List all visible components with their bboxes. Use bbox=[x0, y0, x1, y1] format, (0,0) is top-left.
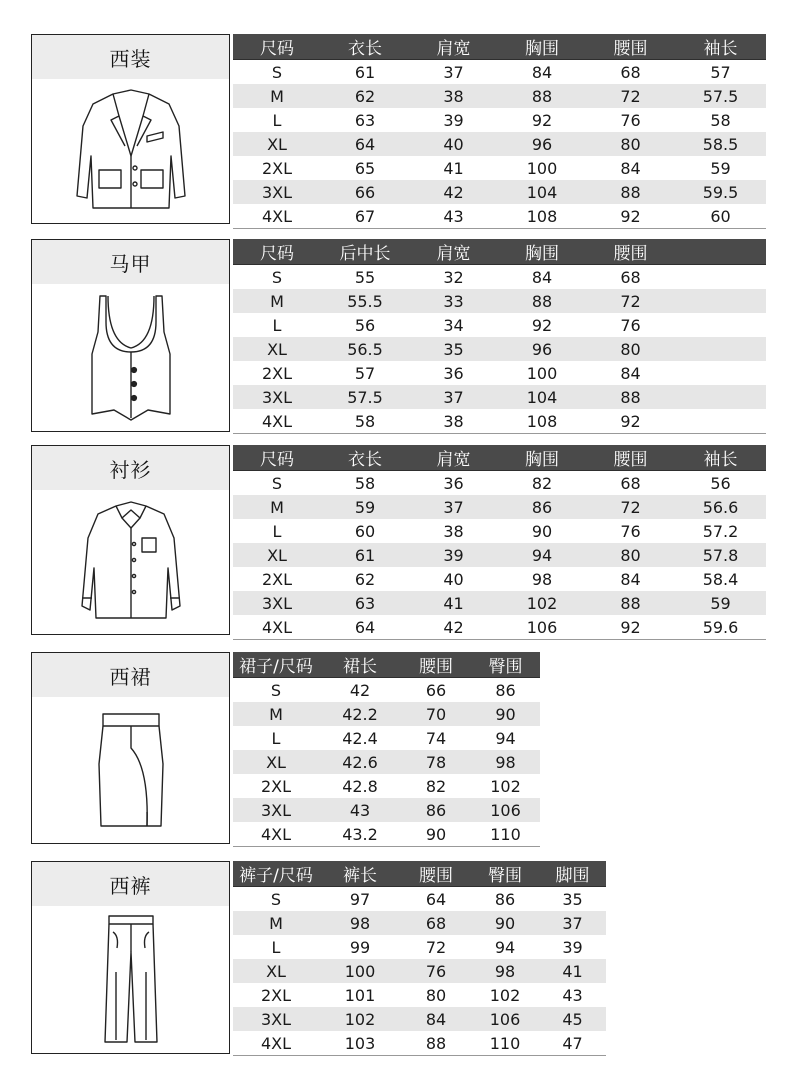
value-cell: 56 bbox=[675, 471, 766, 496]
size-cell: S bbox=[233, 60, 321, 85]
value-cell: 92 bbox=[498, 313, 586, 337]
value-cell: 37 bbox=[539, 911, 606, 935]
value-cell: 88 bbox=[498, 84, 586, 108]
table-row bbox=[233, 615, 766, 640]
value-cell: 84 bbox=[498, 60, 586, 85]
value-cell: 68 bbox=[401, 911, 471, 935]
value-cell: 42.6 bbox=[319, 750, 401, 774]
value-cell: 108 bbox=[498, 204, 586, 229]
value-cell: 36 bbox=[409, 361, 498, 385]
size-table-vest bbox=[233, 239, 766, 434]
table-header-row bbox=[233, 652, 540, 678]
value-cell: 98 bbox=[471, 750, 540, 774]
value-cell: 38 bbox=[409, 409, 498, 434]
value-cell bbox=[675, 361, 766, 385]
value-cell: 102 bbox=[471, 983, 539, 1007]
column-header: 腰围 bbox=[586, 34, 675, 60]
table-row bbox=[233, 265, 766, 290]
size-cell: 3XL bbox=[233, 591, 321, 615]
table-row bbox=[233, 60, 766, 85]
value-cell: 43.2 bbox=[319, 822, 401, 847]
value-cell: 88 bbox=[401, 1031, 471, 1056]
value-cell: 88 bbox=[586, 385, 675, 409]
value-cell: 84 bbox=[498, 265, 586, 290]
column-header: 腰围 bbox=[586, 445, 675, 471]
value-cell: 72 bbox=[586, 289, 675, 313]
value-cell: 84 bbox=[586, 156, 675, 180]
value-cell: 55.5 bbox=[321, 289, 409, 313]
suit-jacket-icon bbox=[32, 79, 229, 223]
table-row bbox=[233, 337, 766, 361]
value-cell: 92 bbox=[586, 204, 675, 229]
column-header: 尺码 bbox=[233, 239, 321, 265]
garment-card-skirt bbox=[31, 652, 230, 844]
size-cell: S bbox=[233, 265, 321, 290]
value-cell: 42 bbox=[319, 678, 401, 703]
column-header: 肩宽 bbox=[409, 239, 498, 265]
value-cell: 56.5 bbox=[321, 337, 409, 361]
value-cell: 66 bbox=[321, 180, 409, 204]
size-cell: S bbox=[233, 678, 319, 703]
column-header: 肩宽 bbox=[409, 34, 498, 60]
value-cell: 97 bbox=[319, 887, 401, 912]
table-row bbox=[233, 774, 540, 798]
value-cell: 57.8 bbox=[675, 543, 766, 567]
value-cell: 84 bbox=[401, 1007, 471, 1031]
size-cell: M bbox=[233, 84, 321, 108]
table-row bbox=[233, 726, 540, 750]
value-cell: 101 bbox=[319, 983, 401, 1007]
table-row bbox=[233, 887, 606, 912]
table-row bbox=[233, 678, 540, 703]
value-cell: 80 bbox=[586, 132, 675, 156]
column-header: 袖长 bbox=[675, 34, 766, 60]
value-cell: 68 bbox=[586, 471, 675, 496]
value-cell: 39 bbox=[539, 935, 606, 959]
size-cell: M bbox=[233, 289, 321, 313]
size-cell: 2XL bbox=[233, 361, 321, 385]
table-row bbox=[233, 543, 766, 567]
column-header: 裙长 bbox=[319, 652, 401, 678]
value-cell: 90 bbox=[471, 702, 540, 726]
value-cell: 41 bbox=[409, 156, 498, 180]
value-cell bbox=[675, 337, 766, 361]
value-cell: 106 bbox=[471, 798, 540, 822]
size-cell: L bbox=[233, 935, 319, 959]
value-cell: 43 bbox=[539, 983, 606, 1007]
value-cell: 94 bbox=[498, 543, 586, 567]
size-cell: 4XL bbox=[233, 822, 319, 847]
value-cell: 82 bbox=[498, 471, 586, 496]
value-cell: 98 bbox=[319, 911, 401, 935]
value-cell bbox=[675, 265, 766, 290]
table-row bbox=[233, 471, 766, 496]
value-cell: 61 bbox=[321, 543, 409, 567]
table-row bbox=[233, 750, 540, 774]
value-cell: 56 bbox=[321, 313, 409, 337]
value-cell: 100 bbox=[498, 156, 586, 180]
value-cell: 106 bbox=[498, 615, 586, 640]
column-header: 裤子/尺码 bbox=[233, 861, 319, 887]
value-cell: 88 bbox=[498, 289, 586, 313]
table-row bbox=[233, 156, 766, 180]
value-cell: 62 bbox=[321, 84, 409, 108]
value-cell: 94 bbox=[471, 935, 539, 959]
value-cell: 42 bbox=[409, 615, 498, 640]
column-header: 袖长 bbox=[675, 445, 766, 471]
value-cell bbox=[675, 289, 766, 313]
column-header: 臀围 bbox=[471, 652, 540, 678]
value-cell: 86 bbox=[498, 495, 586, 519]
size-cell: 2XL bbox=[233, 156, 321, 180]
table-row bbox=[233, 84, 766, 108]
value-cell: 58 bbox=[321, 409, 409, 434]
value-cell: 34 bbox=[409, 313, 498, 337]
value-cell: 58.5 bbox=[675, 132, 766, 156]
value-cell: 40 bbox=[409, 132, 498, 156]
value-cell: 100 bbox=[319, 959, 401, 983]
value-cell: 90 bbox=[471, 911, 539, 935]
size-cell: 4XL bbox=[233, 409, 321, 434]
column-header: 尺码 bbox=[233, 34, 321, 60]
size-table-suit bbox=[233, 34, 766, 229]
value-cell: 41 bbox=[409, 591, 498, 615]
value-cell: 64 bbox=[401, 887, 471, 912]
value-cell: 76 bbox=[586, 313, 675, 337]
size-cell: XL bbox=[233, 543, 321, 567]
value-cell: 58.4 bbox=[675, 567, 766, 591]
value-cell: 72 bbox=[586, 495, 675, 519]
vest-icon bbox=[32, 284, 229, 431]
table-header-row bbox=[233, 861, 606, 887]
value-cell: 56.6 bbox=[675, 495, 766, 519]
value-cell: 72 bbox=[401, 935, 471, 959]
column-header: 腰围 bbox=[401, 861, 471, 887]
value-cell: 59.5 bbox=[675, 180, 766, 204]
value-cell: 86 bbox=[401, 798, 471, 822]
table-header-row bbox=[233, 239, 766, 265]
value-cell: 90 bbox=[401, 822, 471, 847]
size-table-skirt bbox=[233, 652, 540, 847]
value-cell: 76 bbox=[586, 108, 675, 132]
size-cell: L bbox=[233, 313, 321, 337]
value-cell: 57.5 bbox=[321, 385, 409, 409]
value-cell: 82 bbox=[401, 774, 471, 798]
value-cell: 42 bbox=[409, 180, 498, 204]
value-cell: 88 bbox=[586, 591, 675, 615]
value-cell: 80 bbox=[401, 983, 471, 1007]
value-cell: 57.2 bbox=[675, 519, 766, 543]
size-cell: L bbox=[233, 108, 321, 132]
value-cell: 57 bbox=[675, 60, 766, 85]
value-cell: 32 bbox=[409, 265, 498, 290]
size-cell: L bbox=[233, 519, 321, 543]
table-row bbox=[233, 132, 766, 156]
table-row bbox=[233, 591, 766, 615]
value-cell: 84 bbox=[586, 361, 675, 385]
column-header: 裤长 bbox=[319, 861, 401, 887]
table-row bbox=[233, 289, 766, 313]
column-header: 臀围 bbox=[471, 861, 539, 887]
table-header-row bbox=[233, 34, 766, 60]
shirt-icon bbox=[32, 490, 229, 634]
size-cell: XL bbox=[233, 132, 321, 156]
size-cell: M bbox=[233, 702, 319, 726]
garment-card-suit bbox=[31, 34, 230, 224]
value-cell: 39 bbox=[409, 108, 498, 132]
value-cell: 102 bbox=[319, 1007, 401, 1031]
table-row bbox=[233, 983, 606, 1007]
value-cell: 65 bbox=[321, 156, 409, 180]
column-header: 胸围 bbox=[498, 445, 586, 471]
value-cell: 67 bbox=[321, 204, 409, 229]
value-cell: 59 bbox=[321, 495, 409, 519]
column-header: 衣长 bbox=[321, 34, 409, 60]
value-cell: 64 bbox=[321, 615, 409, 640]
column-header: 尺码 bbox=[233, 445, 321, 471]
value-cell: 35 bbox=[409, 337, 498, 361]
value-cell: 64 bbox=[321, 132, 409, 156]
value-cell: 104 bbox=[498, 385, 586, 409]
value-cell: 74 bbox=[401, 726, 471, 750]
value-cell: 63 bbox=[321, 108, 409, 132]
column-header: 后中长 bbox=[321, 239, 409, 265]
value-cell bbox=[675, 385, 766, 409]
size-cell: 2XL bbox=[233, 983, 319, 1007]
value-cell: 78 bbox=[401, 750, 471, 774]
value-cell: 36 bbox=[409, 471, 498, 496]
table-row bbox=[233, 702, 540, 726]
column-header: 胸围 bbox=[498, 239, 586, 265]
value-cell: 86 bbox=[471, 887, 539, 912]
size-cell: 4XL bbox=[233, 1031, 319, 1056]
column-header: 腰围 bbox=[586, 239, 675, 265]
value-cell: 70 bbox=[401, 702, 471, 726]
size-cell: M bbox=[233, 911, 319, 935]
table-row bbox=[233, 822, 540, 847]
size-cell: 2XL bbox=[233, 567, 321, 591]
size-cell: 4XL bbox=[233, 615, 321, 640]
value-cell: 106 bbox=[471, 1007, 539, 1031]
value-cell: 58 bbox=[321, 471, 409, 496]
column-header: 衣长 bbox=[321, 445, 409, 471]
table-row bbox=[233, 495, 766, 519]
garment-title: 马甲 bbox=[32, 240, 229, 284]
column-header: 裙子/尺码 bbox=[233, 652, 319, 678]
column-header: 肩宽 bbox=[409, 445, 498, 471]
value-cell: 63 bbox=[321, 591, 409, 615]
value-cell: 62 bbox=[321, 567, 409, 591]
value-cell: 37 bbox=[409, 495, 498, 519]
value-cell: 43 bbox=[409, 204, 498, 229]
value-cell: 92 bbox=[498, 108, 586, 132]
value-cell: 96 bbox=[498, 132, 586, 156]
column-header: 腰围 bbox=[401, 652, 471, 678]
size-cell: 2XL bbox=[233, 774, 319, 798]
size-cell: XL bbox=[233, 959, 319, 983]
table-row bbox=[233, 361, 766, 385]
table-row bbox=[233, 959, 606, 983]
value-cell: 55 bbox=[321, 265, 409, 290]
column-header: 脚围 bbox=[539, 861, 606, 887]
value-cell bbox=[675, 313, 766, 337]
value-cell: 98 bbox=[498, 567, 586, 591]
value-cell: 68 bbox=[586, 265, 675, 290]
value-cell: 76 bbox=[401, 959, 471, 983]
table-header-row bbox=[233, 445, 766, 471]
table-row bbox=[233, 935, 606, 959]
size-cell: 3XL bbox=[233, 385, 321, 409]
value-cell: 92 bbox=[586, 615, 675, 640]
table-row bbox=[233, 911, 606, 935]
value-cell: 76 bbox=[586, 519, 675, 543]
value-cell: 42.8 bbox=[319, 774, 401, 798]
value-cell: 110 bbox=[471, 1031, 539, 1056]
table-row bbox=[233, 180, 766, 204]
skirt-icon bbox=[32, 697, 229, 843]
table-row bbox=[233, 519, 766, 543]
value-cell: 42.2 bbox=[319, 702, 401, 726]
size-cell: 3XL bbox=[233, 798, 319, 822]
value-cell: 99 bbox=[319, 935, 401, 959]
value-cell: 84 bbox=[586, 567, 675, 591]
value-cell: 39 bbox=[409, 543, 498, 567]
size-table-pants bbox=[233, 861, 606, 1056]
value-cell: 98 bbox=[471, 959, 539, 983]
column-header: 胸围 bbox=[498, 34, 586, 60]
garment-card-pants bbox=[31, 861, 230, 1054]
garment-card-vest bbox=[31, 239, 230, 432]
value-cell: 60 bbox=[675, 204, 766, 229]
value-cell: 103 bbox=[319, 1031, 401, 1056]
size-cell: XL bbox=[233, 750, 319, 774]
garment-title: 西裙 bbox=[32, 653, 229, 697]
size-cell: S bbox=[233, 471, 321, 496]
garment-title: 西装 bbox=[32, 35, 229, 79]
value-cell: 100 bbox=[498, 361, 586, 385]
value-cell: 43 bbox=[319, 798, 401, 822]
value-cell: 37 bbox=[409, 60, 498, 85]
value-cell: 35 bbox=[539, 887, 606, 912]
value-cell: 108 bbox=[498, 409, 586, 434]
garment-title: 衬衫 bbox=[32, 446, 229, 490]
table-row bbox=[233, 1031, 606, 1056]
garment-title: 西裤 bbox=[32, 862, 229, 906]
value-cell: 47 bbox=[539, 1031, 606, 1056]
value-cell: 80 bbox=[586, 543, 675, 567]
value-cell: 60 bbox=[321, 519, 409, 543]
value-cell: 102 bbox=[471, 774, 540, 798]
value-cell: 59.6 bbox=[675, 615, 766, 640]
value-cell: 102 bbox=[498, 591, 586, 615]
value-cell: 42.4 bbox=[319, 726, 401, 750]
size-table-shirt bbox=[233, 445, 766, 640]
value-cell: 80 bbox=[586, 337, 675, 361]
value-cell: 38 bbox=[409, 519, 498, 543]
value-cell: 59 bbox=[675, 591, 766, 615]
trousers-icon bbox=[32, 906, 229, 1053]
table-row bbox=[233, 798, 540, 822]
table-row bbox=[233, 204, 766, 229]
value-cell: 41 bbox=[539, 959, 606, 983]
table-row bbox=[233, 1007, 606, 1031]
size-cell: XL bbox=[233, 337, 321, 361]
value-cell: 72 bbox=[586, 84, 675, 108]
value-cell: 104 bbox=[498, 180, 586, 204]
table-row bbox=[233, 567, 766, 591]
value-cell: 68 bbox=[586, 60, 675, 85]
value-cell: 90 bbox=[498, 519, 586, 543]
value-cell: 57 bbox=[321, 361, 409, 385]
garment-card-shirt bbox=[31, 445, 230, 635]
value-cell: 88 bbox=[586, 180, 675, 204]
value-cell: 92 bbox=[586, 409, 675, 434]
value-cell: 57.5 bbox=[675, 84, 766, 108]
value-cell: 61 bbox=[321, 60, 409, 85]
size-cell: M bbox=[233, 495, 321, 519]
value-cell bbox=[675, 409, 766, 434]
table-row bbox=[233, 409, 766, 434]
size-cell: 3XL bbox=[233, 180, 321, 204]
size-cell: 4XL bbox=[233, 204, 321, 229]
value-cell: 45 bbox=[539, 1007, 606, 1031]
value-cell: 96 bbox=[498, 337, 586, 361]
table-row bbox=[233, 385, 766, 409]
value-cell: 110 bbox=[471, 822, 540, 847]
size-cell: 3XL bbox=[233, 1007, 319, 1031]
table-row bbox=[233, 108, 766, 132]
size-cell: S bbox=[233, 887, 319, 912]
value-cell: 40 bbox=[409, 567, 498, 591]
value-cell: 94 bbox=[471, 726, 540, 750]
value-cell: 37 bbox=[409, 385, 498, 409]
value-cell: 58 bbox=[675, 108, 766, 132]
value-cell: 33 bbox=[409, 289, 498, 313]
column-header bbox=[675, 239, 766, 265]
table-row bbox=[233, 313, 766, 337]
value-cell: 38 bbox=[409, 84, 498, 108]
value-cell: 86 bbox=[471, 678, 540, 703]
value-cell: 59 bbox=[675, 156, 766, 180]
value-cell: 66 bbox=[401, 678, 471, 703]
size-cell: L bbox=[233, 726, 319, 750]
